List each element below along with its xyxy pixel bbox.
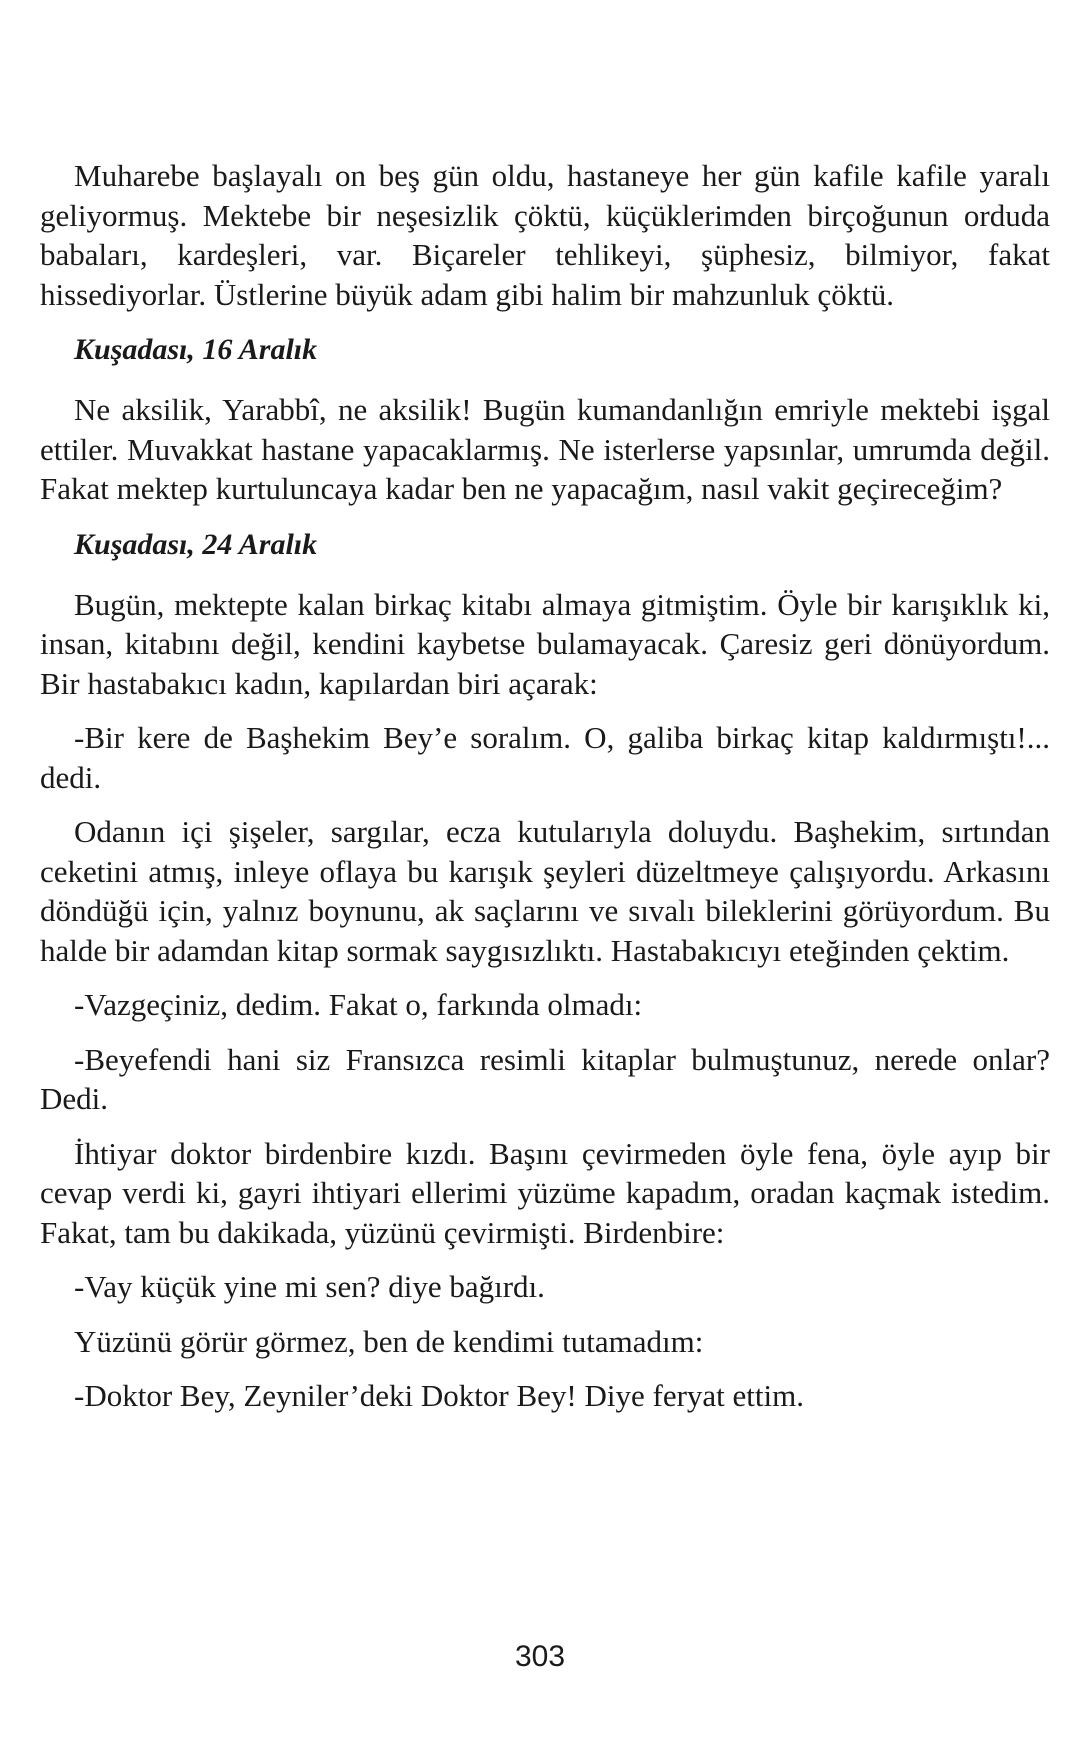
- paragraph: -Vay küçük yine mi sen? diye bağırdı.: [74, 1269, 545, 1304]
- paragraph: -Bir kere de Başhekim Bey’e soralım. O, galiba birkaç kitap kaldırmıştı!... dedi.: [40, 720, 1050, 795]
- paragraph: Muharebe başlayalı on beş gün oldu, hastaneye her gün kafile kafile yaralı geliyormuş. Mektebe bir neşesizlik çöktü, küçüklerimden birçoğunun orduda babaları, kardeşleri, var. Biçareler tehlikeyi, şüphesiz, bilmiyor, fakat hissediyorlar. Üstlerine büyük adam gibi halim bir mahzunluk çöktü.: [40, 158, 1050, 312]
- paragraph: -Vazgeçiniz, dedim. Fakat o, farkında olmadı:: [74, 987, 643, 1022]
- paragraph: Odanın içi şişeler, sargılar, ecza kutularıyla doluydu. Başhekim, sırtından ceketini atmış, inleye oflaya bu karışık şeyleri düzeltmeye çalışıyordu. Arkasını döndüğü için, yalnız boynunu, ak saçlarını ve sıvalı bileklerini görüyordum. Bu halde bir adamdan kitap sormak saygısızlıktı. Hastabakıcıyı eteğinden çektim.: [40, 814, 1050, 968]
- section-heading: Kuşadası, 24 Aralık: [74, 527, 318, 561]
- page-body: [40, 156, 1050, 1431]
- paragraph: İhtiyar doktor birdenbire kızdı. Başını çevirmeden öyle fena, öyle ayıp bir cevap verdi ki, gayri ihtiyari ellerimi yüzüme kapadım, oradan kaçmak istedim. Fakat, tam bu dakikada, yüzünü çevirmişti. Birdenbire:: [40, 1135, 1050, 1250]
- paragraph: -Doktor Bey, Zeyniler’deki Doktor Bey! Diye feryat ettim.: [74, 1378, 804, 1413]
- paragraph: Bugün, mektepte kalan birkaç kitabı almaya gitmiştim. Öyle bir karışıklık ki, insan, kitabını değil, kendini kaybetse bulamayacak. Çaresiz geri dönüyordum. Bir hastabakıcı kadın, kapılardan biri açarak:: [40, 586, 1050, 701]
- paragraph: -Beyefendi hani siz Fransızca resimli kitaplar bulmuştunuz, nerede onlar? Dedi.: [40, 1041, 1050, 1116]
- paragraph: Ne aksilik, Yarabbî, ne aksilik! Bugün kumandanlığın emriyle mektebi işgal ettiler. Muvakkat hastane yapacaklarmış. Ne isterlerse yapsınlar, umrumda değil. Fakat mektep kurtuluncaya kadar ben ne yapacağım, nasıl vakit geçireceğim?: [40, 392, 1050, 506]
- section-heading: Kuşadası, 16 Aralık: [74, 333, 318, 366]
- page-number: 303: [514, 1640, 566, 1673]
- paragraph: Yüzünü görür görmez, ben de kendimi tutamadım:: [74, 1323, 704, 1359]
